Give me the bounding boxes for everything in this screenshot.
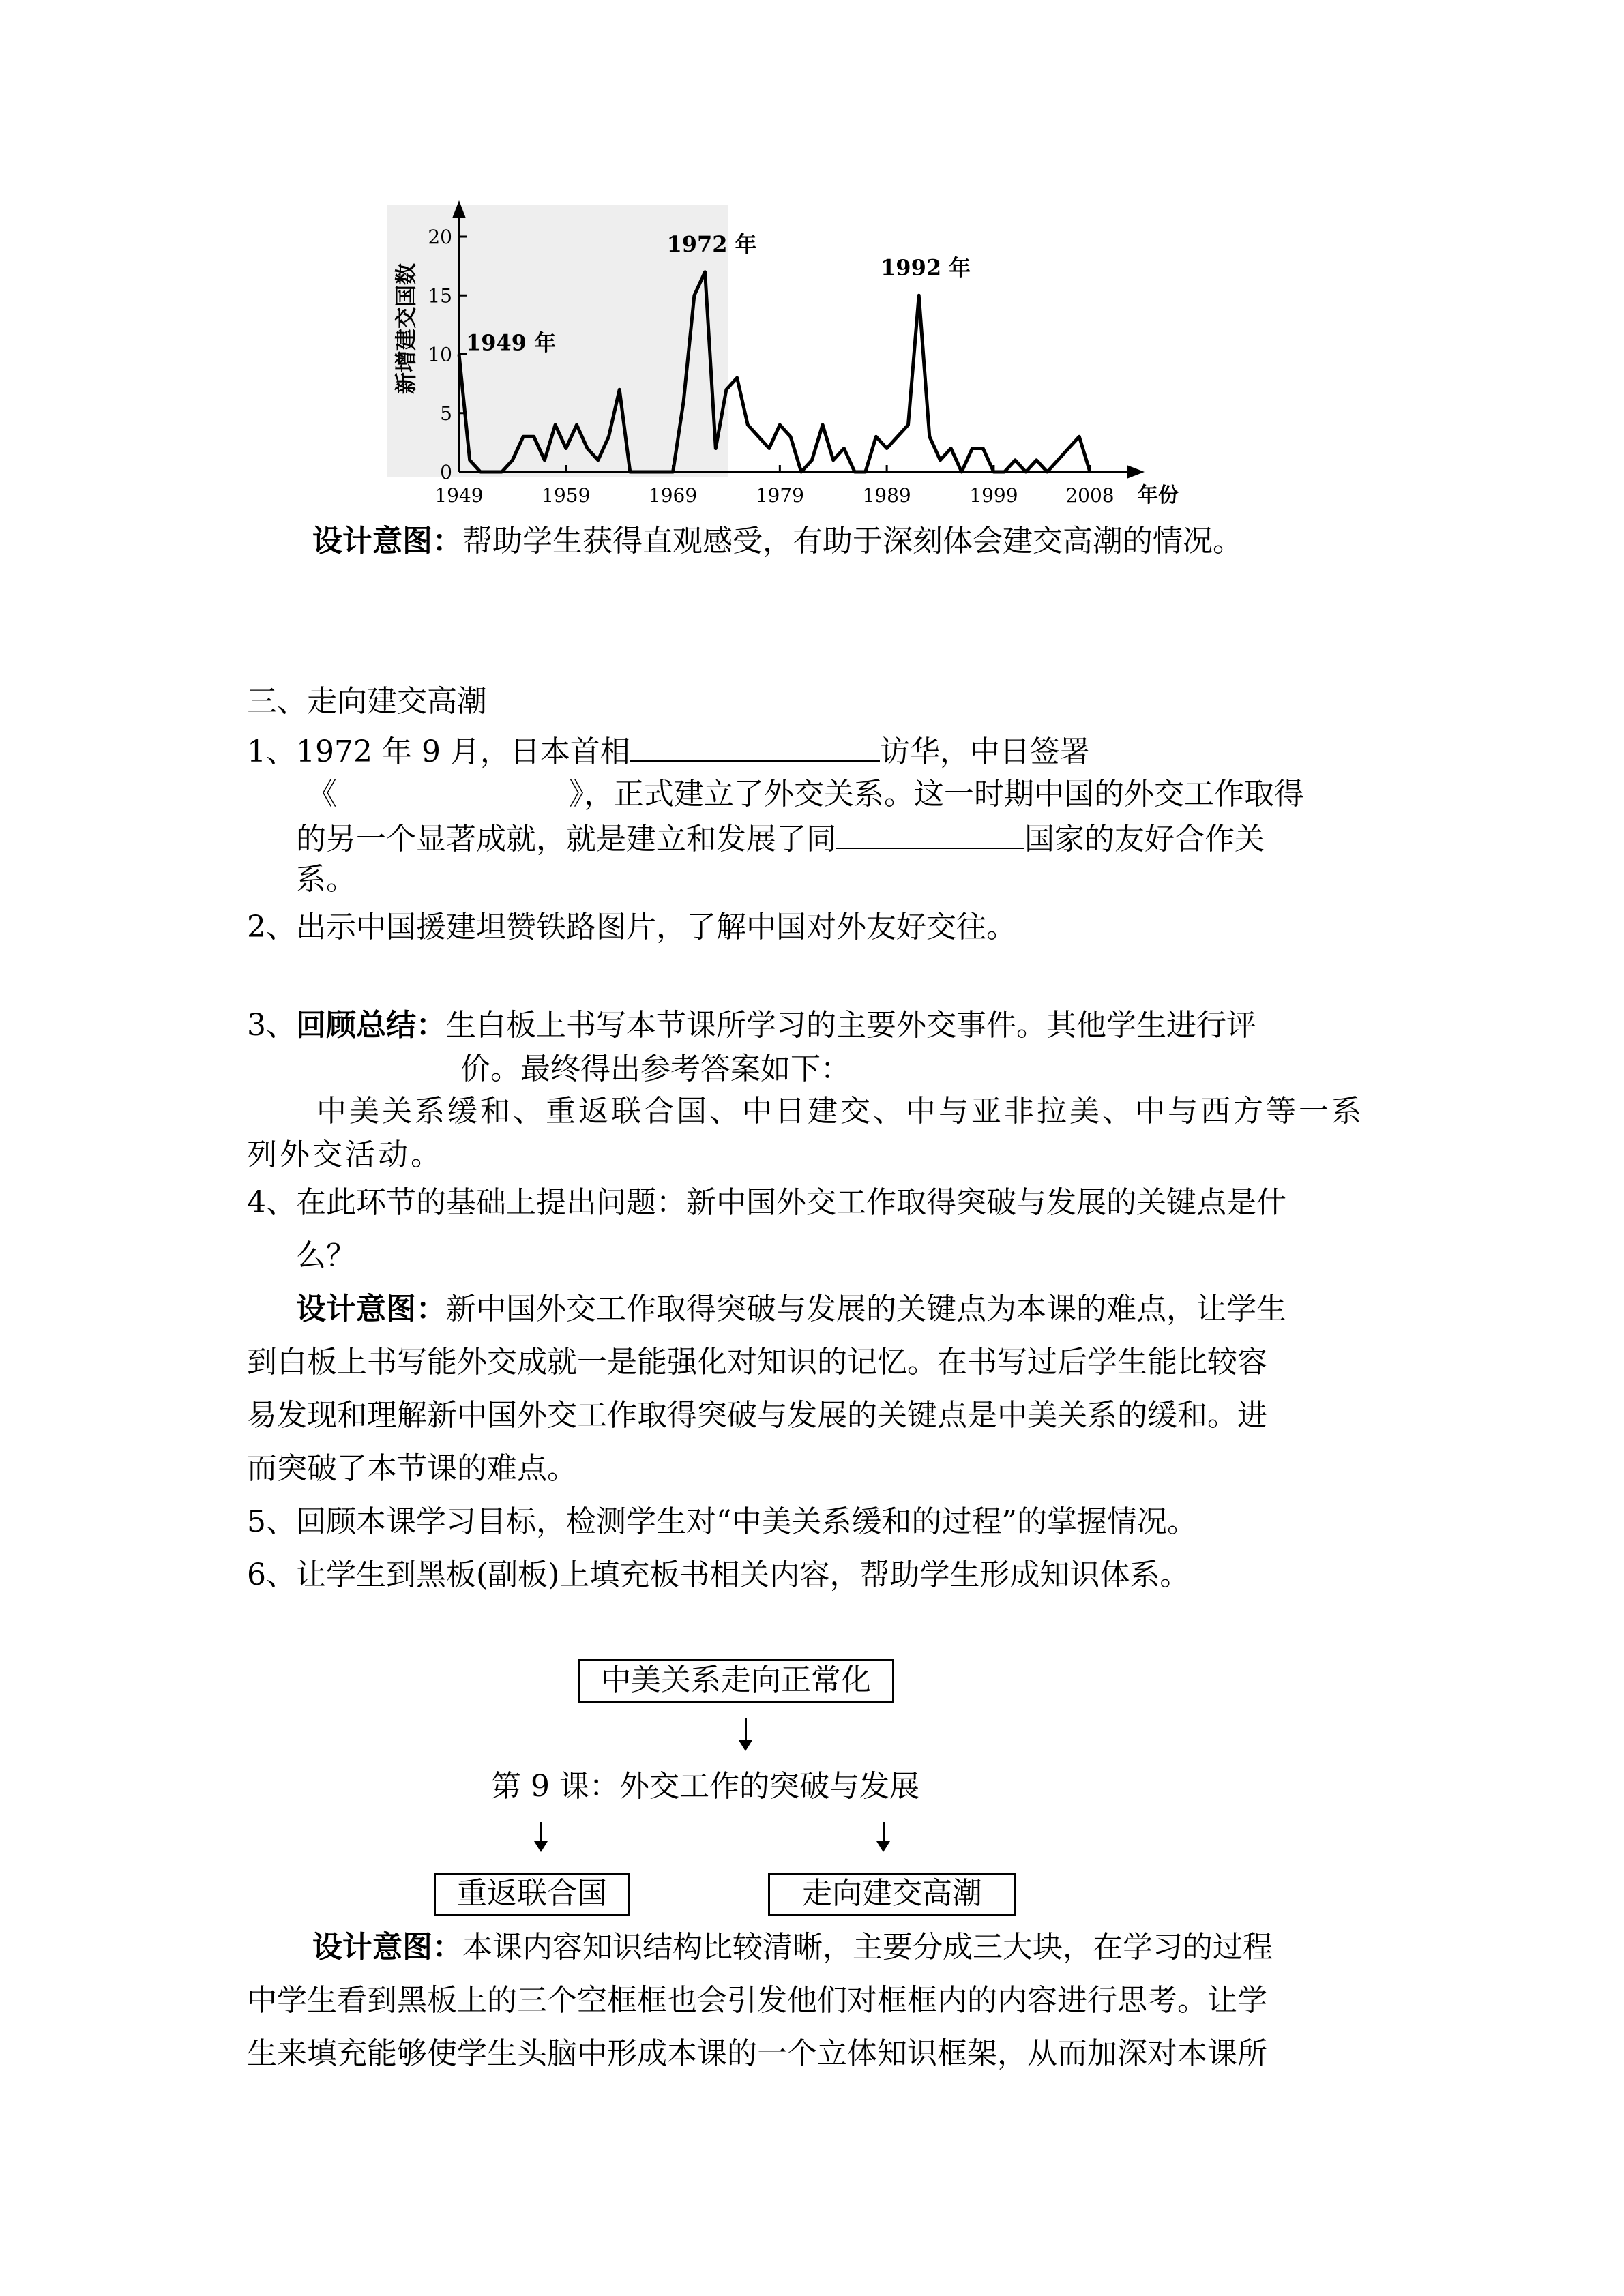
blank-countries[interactable] [836, 816, 1024, 849]
design3-line3: 生来填充能够使学生头脑中形成本课的一个立体知识框架，从而加深对本课所 [247, 2036, 1267, 2071]
peak-annotation: 1949 年 [466, 329, 557, 356]
y-tick-label: 10 [428, 343, 452, 366]
y-tick-label: 15 [428, 284, 452, 308]
item1-line3 [296, 816, 1265, 861]
item4-line1: 4、在此环节的基础上提出问题：新中国外交工作取得突破与发展的关键点是什 [247, 1185, 1286, 1220]
item3-line2: 价。最终得出参考答案如下： [460, 1052, 851, 1086]
design2-text1: 新中国外交工作取得突破与发展的关键点为本课的难点，让学生 [446, 1292, 1286, 1326]
box-diplomatic-climax: 走向建交高潮 [768, 1873, 1016, 1916]
item4-line2: 么？ [296, 1238, 356, 1273]
answer-line1: 中美关系缓和、重返联合国、中日建交、中与亚非拉美、中与西方等一系 [316, 1094, 1364, 1129]
x-tick-label: 1999 [969, 484, 1018, 507]
item1-line2-a: 《 [307, 777, 337, 811]
item3-num: 3、 [247, 1008, 296, 1043]
x-tick-label: 1979 [755, 484, 804, 507]
design3-label: 设计意图： [312, 1930, 462, 1965]
x-tick-label: 2008 [1065, 484, 1114, 507]
blank-prime-minister[interactable] [630, 729, 880, 762]
arrow-down-center [745, 1718, 747, 1742]
design2-line4: 而突破了本节课的难点。 [247, 1451, 577, 1486]
item1-line2 [307, 773, 1304, 816]
item3-label: 回顾总结： [296, 1008, 446, 1043]
y-tick-label: 0 [440, 461, 452, 483]
item1-line3-b: 国家的友好合作关 [1024, 822, 1265, 856]
peak-annotation: 1992 年 [881, 254, 971, 281]
arrow-down-right [883, 1822, 885, 1843]
chart-caption-label: 设计意图： [312, 524, 462, 558]
item2: 2、出示中国援建坦赞铁路图片，了解中国对外友好交往。 [247, 910, 1016, 944]
item1-line1-b: 访华，中日签署 [879, 734, 1090, 769]
section-title: 三、走向建交高潮 [247, 684, 487, 719]
box-return-un: 重返联合国 [434, 1873, 630, 1916]
x-tick-label: 1949 [434, 484, 484, 507]
chart-caption-text: 帮助学生获得直观感受，有助于深刻体会建交高潮的情况。 [462, 524, 1243, 558]
item1-line2-b: 》，正式建立了外交关系。这一时期中国的外交工作取得 [569, 777, 1304, 811]
x-axis-unit: 年份 [1138, 483, 1179, 507]
y-tick-label: 5 [440, 402, 452, 425]
item3-text1: 生白板上书写本节课所学习的主要外交事件。其他学生进行评 [446, 1008, 1256, 1043]
x-axis-arrowhead [1127, 465, 1145, 479]
x-tick-label: 1989 [862, 484, 911, 507]
design3-line1 [312, 1926, 1273, 1969]
item5: 5、回顾本课学习目标，检测学生对“中美关系缓和的过程”的掌握情况。 [247, 1504, 1197, 1539]
answer-line2: 列外交活动。 [247, 1137, 443, 1172]
item1-line1-a: 1、1972 年 9 月，日本首相 [247, 734, 630, 769]
design2-line2: 到白板上书写能外交成就一是能强化对知识的记忆。在书写过后学生能比较容 [247, 1345, 1267, 1380]
lesson-title: 第 9 课：外交工作的突破与发展 [491, 1769, 919, 1804]
design2-label: 设计意图： [296, 1292, 446, 1326]
y-tick-label: 20 [428, 226, 452, 248]
peak-annotation: 1972 年 [666, 230, 757, 257]
item1-line1 [247, 729, 1090, 774]
item1-line4: 系。 [296, 862, 356, 897]
box-us-china-normalization: 中美关系走向正常化 [578, 1659, 894, 1703]
x-tick-label: 1969 [648, 484, 698, 507]
chart-caption [312, 520, 1243, 563]
x-tick-label: 1959 [542, 484, 591, 507]
design2-line3: 易发现和理解新中国外交工作取得突破与发展的关键点是中美关系的缓和。进 [247, 1398, 1267, 1433]
design2-line1 [296, 1287, 1286, 1331]
diplomatic-relations-chart [374, 199, 1206, 520]
item3-line1 [247, 1004, 1256, 1047]
design3-text1: 本课内容知识结构比较清晰，主要分成三大块，在学习的过程 [462, 1930, 1273, 1965]
item1-line3-a: 的另一个显著成就，就是建立和发展了同 [296, 822, 836, 856]
design3-line2: 中学生看到黑板上的三个空框框也会引发他们对框框内的内容进行思考。让学 [247, 1983, 1267, 2018]
arrow-down-left [540, 1822, 542, 1843]
item6: 6、让学生到黑板(副板)上填充板书相关内容，帮助学生形成知识体系。 [247, 1557, 1190, 1592]
y-axis-label: 新增建交国数 [393, 263, 419, 395]
